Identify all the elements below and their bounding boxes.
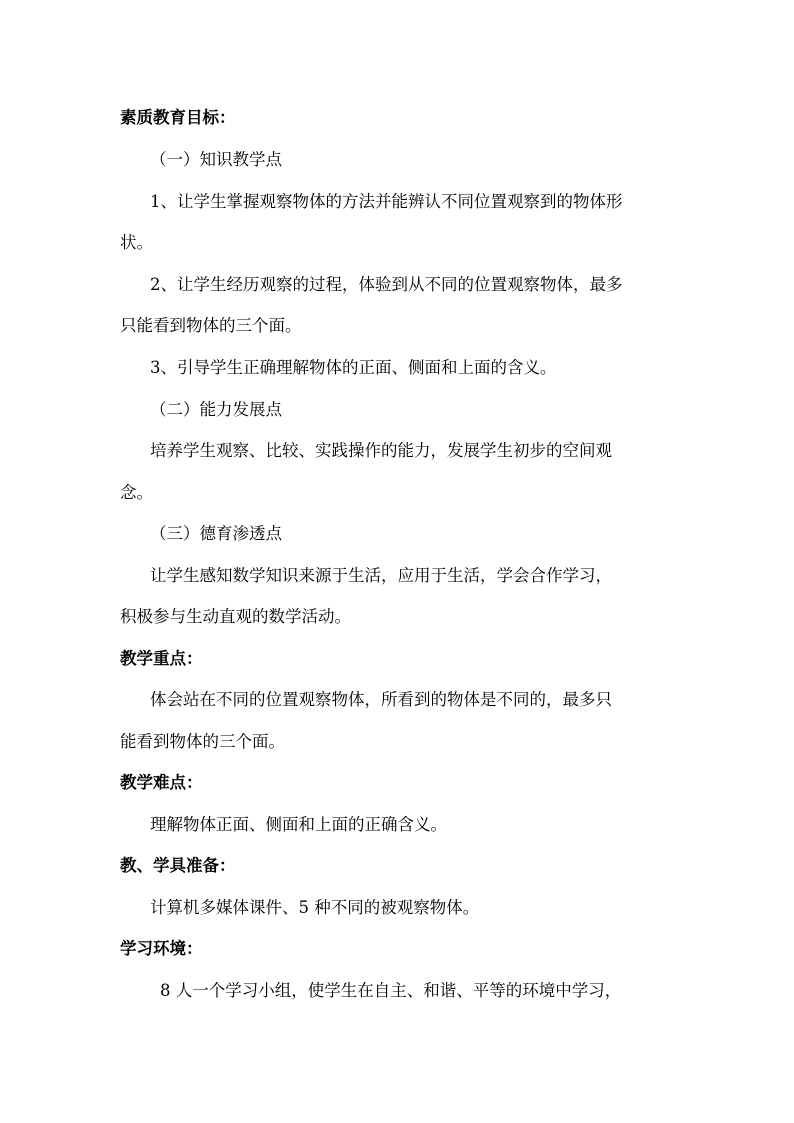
paragraph-line: 只能看到物体的三个面。 <box>120 316 302 335</box>
paragraph-line: 状。 <box>120 233 153 252</box>
paragraph-line: 让学生感知数学知识来源于生活，应用于生活，学会合作学习， <box>150 566 612 585</box>
section-heading-materials: 教、学具准备： <box>120 856 236 875</box>
paragraph-line: 计算机多媒体课件、5 种不同的被观察物体。 <box>150 898 480 917</box>
section-heading-key-points: 教学重点： <box>120 649 203 668</box>
paragraph-line: 能看到物体的三个面。 <box>120 732 285 751</box>
section-heading-environment: 学习环境： <box>120 939 203 958</box>
paragraph-line: 8 人一个学习小组，使学生在自主、和谐、平等的环境中学习， <box>160 981 622 1000</box>
paragraph-line: 1、让学生掌握观察物体的方法并能辨认不同位置观察到的物体形 <box>150 192 623 211</box>
subheading-moral-points: （三）德育渗透点 <box>150 524 282 543</box>
section-heading-quality-goals: 素质教育目标： <box>120 108 236 127</box>
paragraph-line: 3、引导学生正确理解物体的正面、侧面和上面的含义。 <box>150 358 557 377</box>
subheading-knowledge-points: （一）知识教学点 <box>150 150 282 169</box>
paragraph-line: 念。 <box>120 483 153 502</box>
paragraph-line: 体会站在不同的位置观察物体，所看到的物体是不同的，最多只 <box>150 690 612 709</box>
paragraph-line: 2、让学生经历观察的过程，体验到从不同的位置观察物体，最多 <box>150 275 623 294</box>
paragraph-line: 积极参与生动直观的数学活动。 <box>120 607 351 626</box>
paragraph-line: 培养学生观察、比较、实践操作的能力，发展学生初步的空间观 <box>150 441 612 460</box>
section-heading-difficult-points: 教学难点： <box>120 773 203 792</box>
subheading-ability-points: （二）能力发展点 <box>150 400 282 419</box>
paragraph-line: 理解物体正面、侧面和上面的正确含义。 <box>150 815 447 834</box>
